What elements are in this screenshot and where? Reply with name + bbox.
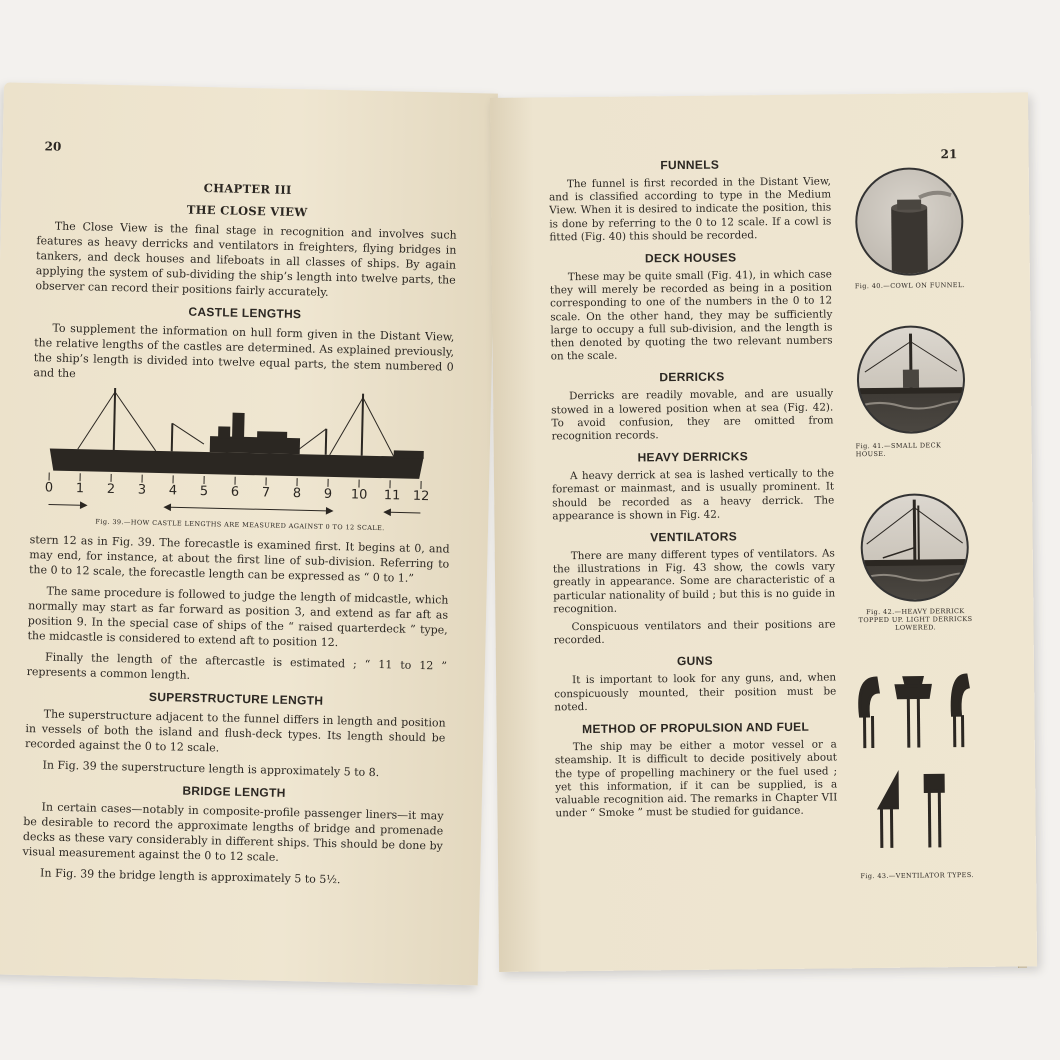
fig39-ship-diagram: [30, 386, 453, 521]
guns-heading: GUNS: [676, 654, 713, 669]
superstructure-paragraph-2: In Fig. 39 the superstructure length is approximately 5 to 8.: [42, 758, 380, 780]
page-number-right: 21: [940, 147, 958, 162]
bridge-paragraph-1: In certain cases—notably in composite-profile passenger liners—it may be desirable to record the approximate lengths of bridge and promenade decks as these vary considerably in different ships. This should be done by visual measurement against the 0 to 12 scale.: [22, 800, 444, 864]
intro-paragraph: The Close View is the final stage in recognition and involves such features as heavy derricks and ventilators in freighters, flying bridges in tankers, and deck houses and lifeboats in all classes of ships. By again applying the system of sub-dividing the ship’s length into twelve parts, the observer can record their positions fairly accurately.: [35, 219, 457, 299]
ventilator-types-icon: [852, 671, 980, 862]
scale-number: 9: [323, 486, 333, 502]
superstructure-paragraph-1: The superstructure adjacent to the funnel differs in length and position in vessels of both the island and flush-deck types. Its length should be recorded against the 0 to 12 scale.: [24, 707, 446, 755]
scale-number: 10: [350, 487, 368, 503]
derricks-paragraph: Derricks are readily movable, and are usually stowed in a lowered position when at sea (Fig. 42). To avoid confusion, they are omitted from recognition records.: [551, 387, 834, 443]
page-number-left: 20: [44, 139, 62, 154]
heavy-derrick-icon: [860, 493, 969, 602]
derricks-heading: DERRICKS: [659, 369, 725, 385]
left-page: [0, 82, 498, 985]
chapter-heading: CHAPTER III: [203, 180, 292, 197]
castle-paragraph-1: To supplement the information on hull form given in the Distant View, the relative lengths of the castles are determined. As explained previously, the ship’s length is divided into twelve equal parts, the stem numbered 0 and the: [33, 321, 455, 381]
propulsion-heading: METHOD OF PROPULSION AND FUEL: [582, 719, 810, 737]
scale-number: 4: [168, 483, 178, 499]
fig41: [850, 325, 971, 458]
small-deck-house-icon: [856, 325, 965, 434]
scale-number: 2: [106, 481, 116, 498]
castle-paragraph-3: The same procedure is followed to judge the length of midcastle, which normally may start as far forward as position 3, and extend as far aft as position 9. In the special case of ships of the “ raised quarterdeck ” type, the midcastle is considered to extend aft to position 12.: [27, 584, 449, 650]
superstructure-heading: SUPERSTRUCTURE LENGTH: [148, 689, 324, 708]
fig41-caption: Fig. 41.—SMALL DECK HOUSE.: [855, 441, 942, 459]
fig40: [849, 167, 970, 290]
fig39-caption: Fig. 39.—HOW CASTLE LENGTHS ARE MEASURED AGAINST 0 TO 12 SCALE.: [95, 517, 385, 533]
ventilators-paragraph-1: There are many different types of ventilators. As the illustrations in Fig. 43 show, the cowls vary greatly in appearance. Some are characteristic of a particular nationality of build ; but this is no guide in recognition.: [552, 547, 836, 616]
left-text-column: [22, 169, 458, 895]
section-title: THE CLOSE VIEW: [186, 202, 308, 220]
funnels-heading: FUNNELS: [660, 157, 720, 173]
scale-number: 6: [230, 484, 240, 500]
fig42-caption: Fig. 42.—HEAVY DERRICK TOPPED UP. LIGHT DERRICKS LOWERED.: [858, 607, 973, 632]
deck-houses-paragraph: These may be quite small (Fig. 41), in which case they will merely be recorded as being in a position corresponding to one of the numbers in the 0 to 12 scale. On the other hand, they may be sufficiently large to occupy a full sub-division, and the length is then denoted by quoting the two relevant numbers on the scale.: [549, 268, 833, 363]
scale-number: 7: [261, 485, 271, 501]
cowl-on-funnel-icon: [855, 167, 964, 276]
guns-paragraph: It is important to look for any guns, and, when conspicuously mounted, their position must be noted.: [554, 671, 837, 714]
propulsion-paragraph: The ship may be either a motor vessel or a steamship. It is difficult to decide positively about the type of propelling machinery or the fuel used ; yet this information, if it can be supplied, is a valuable recognition aid. The remarks in Chapter VII under “ Smoke ” must be studied for guidance.: [554, 738, 838, 820]
scale-number: 12: [412, 488, 430, 505]
scale-number: 11: [383, 488, 401, 504]
scale-number: 5: [199, 483, 209, 500]
scale-number: 1: [75, 481, 85, 497]
castle-lengths-heading: CASTLE LENGTHS: [188, 304, 302, 322]
deck-houses-heading: DECK HOUSES: [644, 250, 737, 266]
heavy-derricks-heading: HEAVY DERRICKS: [637, 449, 749, 465]
ventilators-paragraph-2: Conspicuous ventilators and their positions are recorded.: [553, 618, 836, 647]
right-page: [490, 92, 1037, 972]
scale-number: 3: [137, 482, 147, 498]
fig40-caption: Fig. 40.—COWL ON FUNNEL.: [854, 281, 966, 291]
scale-number: 8: [292, 486, 302, 502]
castle-paragraph-2: stern 12 as in Fig. 39. The forecastle is examined first. It begins at 0, and may end, for instance, at about the first line of sub-division. Referring to the 0 to 12 scale, the forecastle length can be expressed as “ 0 to 1.”: [28, 533, 450, 585]
bridge-paragraph-2: In Fig. 39 the bridge length is approximately 5 to 5½.: [39, 866, 341, 887]
right-text-column: [549, 156, 838, 825]
ventilators-heading: VENTILATORS: [650, 529, 738, 545]
castle-paragraph-4: Finally the length of the aftercastle is estimated ; “ 11 to 12 ” represents a common length.: [26, 650, 448, 682]
fig43: [852, 671, 980, 880]
bridge-length-heading: BRIDGE LENGTH: [182, 783, 286, 800]
fig43-caption: Fig. 43.—VENTILATOR TYPES.: [860, 870, 974, 881]
scale-number: 0: [44, 480, 54, 496]
fig42: [852, 493, 977, 632]
funnels-paragraph: The funnel is first recorded in the Distant View, and is classified according to type in the Medium View. When it is desired to indicate the position, this is done by referring to the 0 to 12 scale. If a cowl is fitted (Fig. 40) this should be recorded.: [548, 175, 832, 244]
heavy-derricks-paragraph: A heavy derrick at sea is lashed vertically to the foremast or mainmast, and is usually prominent. It should be recorded as a heavy derrick. The appearance is shown in Fig. 42.: [552, 467, 835, 523]
